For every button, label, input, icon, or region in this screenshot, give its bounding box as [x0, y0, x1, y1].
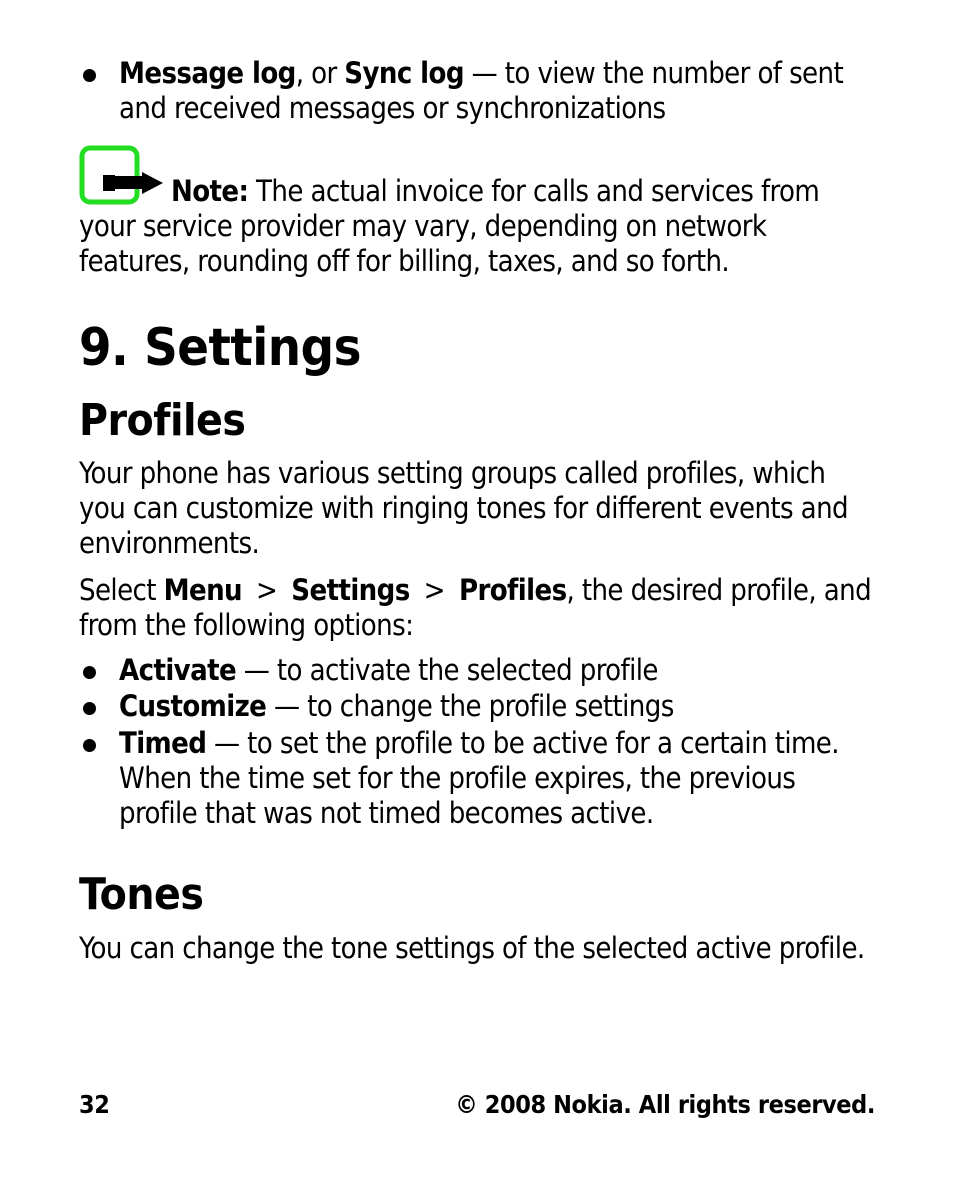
bullet-dot — [83, 666, 96, 679]
chapter-title: 9. Settings — [79, 318, 361, 378]
option-label-activate: Activate — [119, 653, 237, 687]
bullet-dot — [83, 739, 96, 752]
term-sync-log: Sync log — [344, 56, 464, 90]
bullet-dot — [83, 702, 96, 715]
profiles-intro-paragraph: Your phone has various setting groups called profiles, which you can customize with ringing tones for different events and environments. — [79, 456, 848, 560]
section-heading-profiles: Profiles — [79, 395, 246, 446]
tones-paragraph: You can change the tone settings of the selected active profile. — [79, 931, 865, 965]
bullet-dot — [83, 69, 96, 82]
menu-path-profiles: Profiles — [458, 573, 567, 607]
menu-path-separator: > — [423, 573, 445, 607]
section-heading-tones: Tones — [79, 869, 204, 920]
note-text: The actual invoice for calls and services from your service provider may vary, depending on network features, rounding off for billing, taxes, and so forth. — [79, 174, 820, 278]
profiles-select-paragraph: Select Menu > Settings > Profiles, the desired profile, and from the following options: — [79, 573, 872, 642]
term-message-log: Message log — [119, 56, 296, 90]
option-label-timed: Timed — [119, 726, 207, 760]
list-item-text: Message log, or Sync log — to view the number of sent and received messages or synchronizations — [119, 56, 844, 125]
copyright-notice: © 2008 Nokia. All rights reserved. — [455, 1090, 875, 1119]
menu-path-menu: Menu — [163, 573, 243, 607]
page-number: 32 — [79, 1090, 110, 1119]
note-label: Note: — [171, 174, 249, 208]
menu-path-settings: Settings — [291, 573, 410, 607]
menu-path-separator: > — [256, 573, 278, 607]
note-paragraph — [79, 174, 879, 279]
option-label-customize: Customize — [119, 689, 267, 723]
